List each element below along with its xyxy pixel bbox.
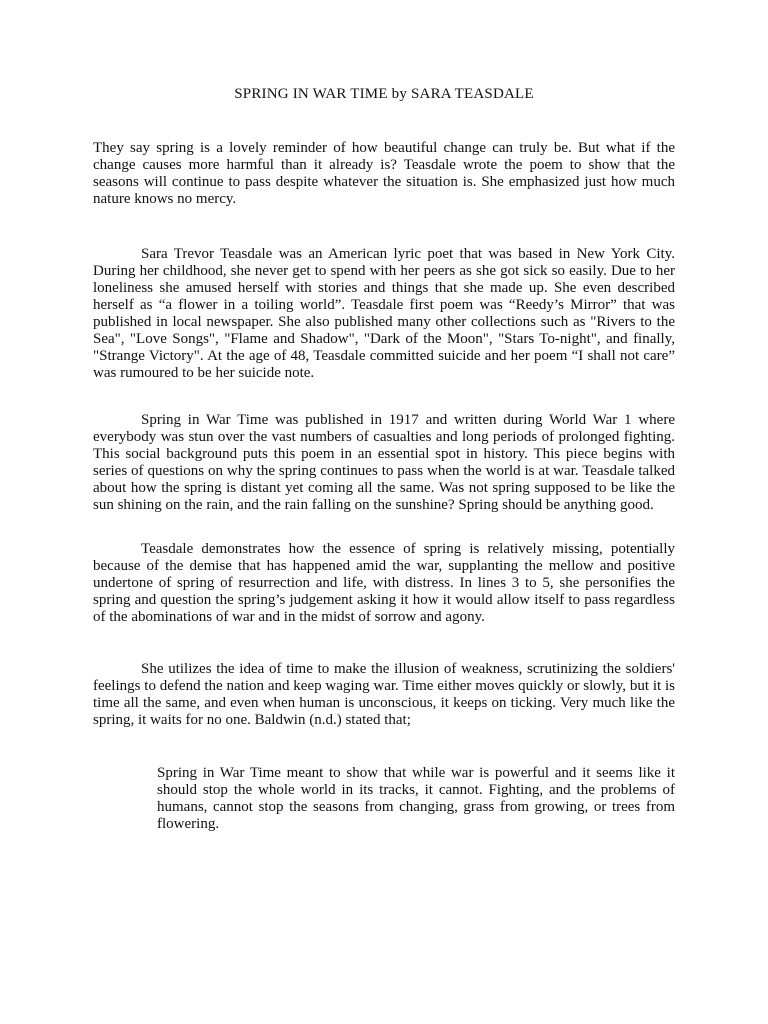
intro-paragraph: They say spring is a lovely reminder of how beautiful change can truly be. But what if the change causes more harmful than it already is? Teasdale wrote the poem to show that the seasons will continue to pass despite whatever the situation is. She emphasized just how much nature knows no mercy. — [93, 140, 675, 207]
context-paragraph: Spring in War Time was published in 1917 and written during World War 1 where everybody was stun over the vast numbers of casualties and long periods of prolonged fighting. This social background puts this poem in an essential spot in history. This piece begins with series of questions on why the spring continues to pass when the world is at war. Teasdale talked about how the spring is distant yet coming all the same. Was not spring supposed to be like the sun shining on the rain, and the rain falling on the sunshine? Spring should be anything good. — [93, 412, 675, 513]
time-paragraph: She utilizes the idea of time to make the illusion of weakness, scrutinizing the soldiers' feelings to defend the nation and keep waging war. Time either moves quickly or slowly, but it is time all the same, and even when human is unconscious, it keeps on ticking. Very much like the spring, it waits for no one. Baldwin (n.d.) stated that; — [93, 661, 675, 728]
block-quote: Spring in War Time meant to show that while war is powerful and it seems like it should stop the whole world in its tracks, it cannot. Fighting, and the problems of humans, cannot stop the seasons from changing, grass from growing, or trees from flowering. — [157, 765, 675, 832]
document-title: SPRING IN WAR TIME by SARA TEASDALE — [234, 86, 534, 102]
biography-paragraph: Sara Trevor Teasdale was an American lyric poet that was based in New York City. During her childhood, she never get to spend with her peers as she got sick so easily. Due to her loneliness she amused herself with stories and things that she made up. She even described herself as “a flower in a toiling world”. Teasdale first poem was “Reedy’s Mirror” that was published in local newspaper. She also published many other collections such as "Rivers to the Sea", "Love Songs", "Flame and Shadow", "Dark of the Moon", "Stars To-night", and finally, "Strange Victory". At the age of 48, Teasdale committed suicide and her poem “I shall not care” was rumoured to be her suicide note. — [93, 246, 675, 381]
analysis-paragraph: Teasdale demonstrates how the essence of spring is relatively missing, potentially because of the demise that has happened amid the war, supplanting the mellow and positive undertone of spring of resurrection and life, with distress. In lines 3 to 5, she personifies the spring and question the spring’s judgement asking it how it would allow itself to pass regardless of the abominations of war and in the midst of sorrow and agony. — [93, 541, 675, 625]
